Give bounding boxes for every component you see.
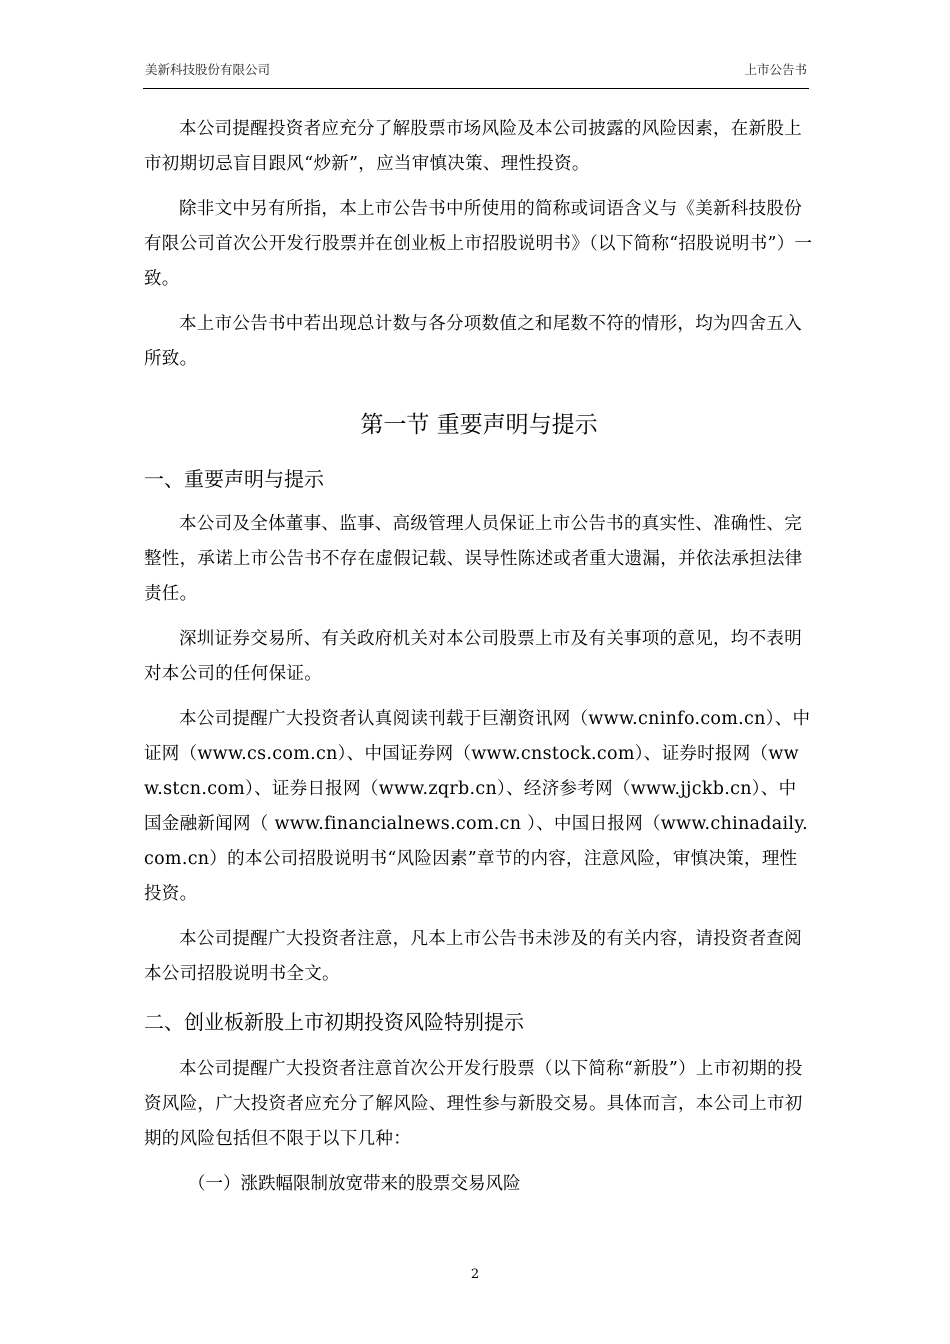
part1-paragraph-3: 本公司提醒广大投资者认真阅读刊载于巨潮资讯网（www.cninfo.com.cn）、中证网（www.cs.com.cn）、中国证券网（www.cnstock.com）、证券时报网（www.stcn.com）、证券日报网（www.zqrb.cn）、经济参考网（www.jjckb.cn）、中国金融新闻网（ www.financialnews.com.cn ）、中国日报网（www.chinadaily.com.cn）的本公司招股说明书“风险因素”章节的内容，注意风险，审慎决策，理性投资。 <box>144 709 811 904</box>
intro-paragraph-2: 除非文中另有所指，本上市公告书中所使用的简称或词语含义与《美新科技股份有限公司首次公开发行股票并在创业板上市招股说明书》（以下简称“招股说明书”）一致。 <box>144 199 813 289</box>
part1-paragraph-1: 本公司及全体董事、监事、高级管理人员保证上市公告书的真实性、准确性、完整性，承诺上市公告书不存在虚假记载、误导性陈述或者重大遗漏，并依法承担法律责任。 <box>144 514 803 604</box>
intro-paragraph-3: 本上市公告书中若出现总计数与各分项数值之和尾数不符的情形，均为四舍五入所致。 <box>144 314 802 369</box>
part2-paragraph-1: 本公司提醒广大投资者注意首次公开发行股票（以下简称“新股”）上市初期的投资风险，广大投资者应充分了解风险、理性参与新股交易。具体而言，本公司上市初期的风险包括但不限于以下几种： <box>144 1059 803 1149</box>
page-header <box>143 58 809 89</box>
page-content <box>144 112 814 1202</box>
header-company-name: 美新科技股份有限公司 <box>145 62 271 77</box>
part1-heading: 一、重要声明与提示 <box>144 467 324 491</box>
page-number: 2 <box>470 1267 480 1282</box>
part1-paragraph-4: 本公司提醒广大投资者注意，凡本上市公告书未涉及的有关内容，请投资者查阅本公司招股说明书全文。 <box>144 929 802 984</box>
part1-paragraph-2: 深圳证券交易所、有关政府机关对本公司股票上市及有关事项的意见，均不表明对本公司的任何保证。 <box>144 629 802 684</box>
section-title: 第一节 重要声明与提示 <box>360 412 598 438</box>
intro-paragraph-1: 本公司提醒投资者应充分了解股票市场风险及本公司披露的风险因素，在新股上市初期切忌盲目跟风“炒新”，应当审慎决策、理性投资。 <box>144 119 802 174</box>
part2-item-1-heading: （一）涨跌幅限制放宽带来的股票交易风险 <box>188 1174 521 1194</box>
header-document-type: 上市公告书 <box>744 62 807 77</box>
part2-heading: 二、创业板新股上市初期投资风险特别提示 <box>144 1010 524 1034</box>
